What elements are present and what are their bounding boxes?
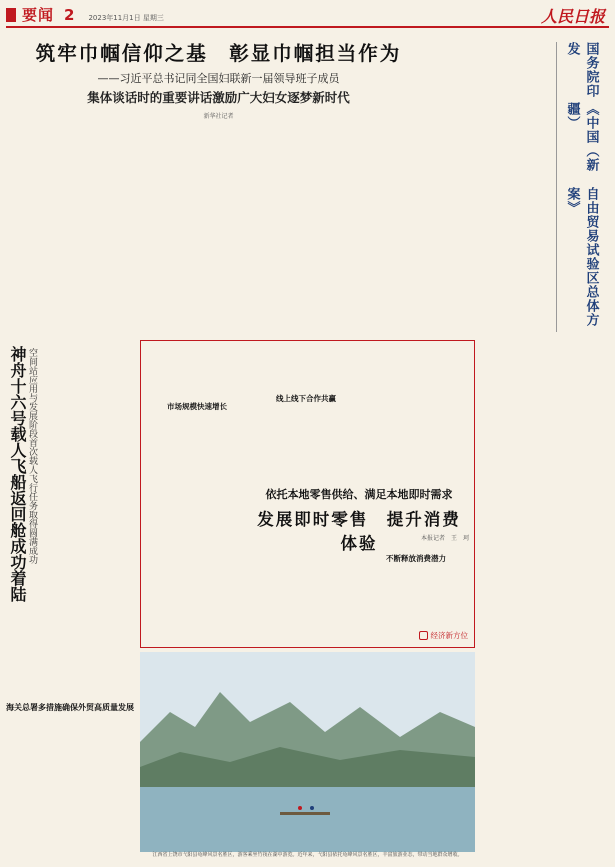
photo-caption: 江西省上饶市弋阳县龟峰风景名胜区，游客乘坐竹筏在湖中游览。近年来，弋阳县依托龟峰风景名胜区，丰富旅游业态，带动当地群众增收。 <box>152 852 463 858</box>
newspaper-logo: 人民日报 <box>540 7 605 26</box>
lead-subtitle-1: ——习近平总书记同全国妇联新一届领导班子成员 <box>97 72 340 85</box>
spacecraft-headline: 神舟十六号载人飞船返回舱成功着陆 <box>8 346 27 602</box>
issue-date: 2023年11月1日 星期三 <box>88 13 164 22</box>
lead-subtitle-2: 集体谈话时的重要讲话激励广大妇女逐梦新时代 <box>87 90 350 105</box>
feature-subhead-online-offline: 线上线下合作共赢 <box>276 394 336 403</box>
lead-title: 筑牢巾帼信仰之基 彰显巾帼担当作为 <box>35 42 402 65</box>
section-name: 要闻 <box>22 6 55 24</box>
lead-article <box>6 32 431 120</box>
spacecraft-subheadline: 空间站应用与发展阶段首次载人飞行任务取得圆满成功 <box>27 348 37 564</box>
economy-badge-icon <box>419 631 428 640</box>
lead-byline: 新华社记者 <box>203 113 234 120</box>
side-headline-stack <box>556 42 606 332</box>
customs-headline: 海关总署多措施确保外贸高质量发展 <box>6 703 134 712</box>
spacecraft-story <box>6 340 136 700</box>
masthead <box>6 4 609 28</box>
page-number: 2 <box>64 5 75 24</box>
photo-svg <box>140 652 475 852</box>
economy-badge <box>419 630 469 641</box>
feature-headline: 发展即时零售 提升消费体验 <box>257 510 461 553</box>
side-headline-2: 《中国（新疆） <box>564 102 599 173</box>
instant-retail-feature <box>140 340 475 648</box>
masthead-left <box>6 4 164 25</box>
feature-subhead-consumption: 不断释放消费潜力 <box>386 554 446 563</box>
feature-byline: 本报记者 王 珂 <box>420 535 469 542</box>
landscape-photo <box>140 652 475 852</box>
section-marker-icon <box>6 8 16 22</box>
side-news-rail <box>436 32 606 337</box>
side-headline-3: 自由贸易试验区总体方案》 <box>564 187 599 327</box>
feature-kicker: 依托本地零售供给、满足本地即时需求 <box>265 488 453 501</box>
side-headline-1: 国务院印发 <box>564 42 599 98</box>
economy-badge-label: 经济新方位 <box>430 631 468 640</box>
feature-subhead-market-growth: 市场规模快速增长 <box>167 402 227 411</box>
